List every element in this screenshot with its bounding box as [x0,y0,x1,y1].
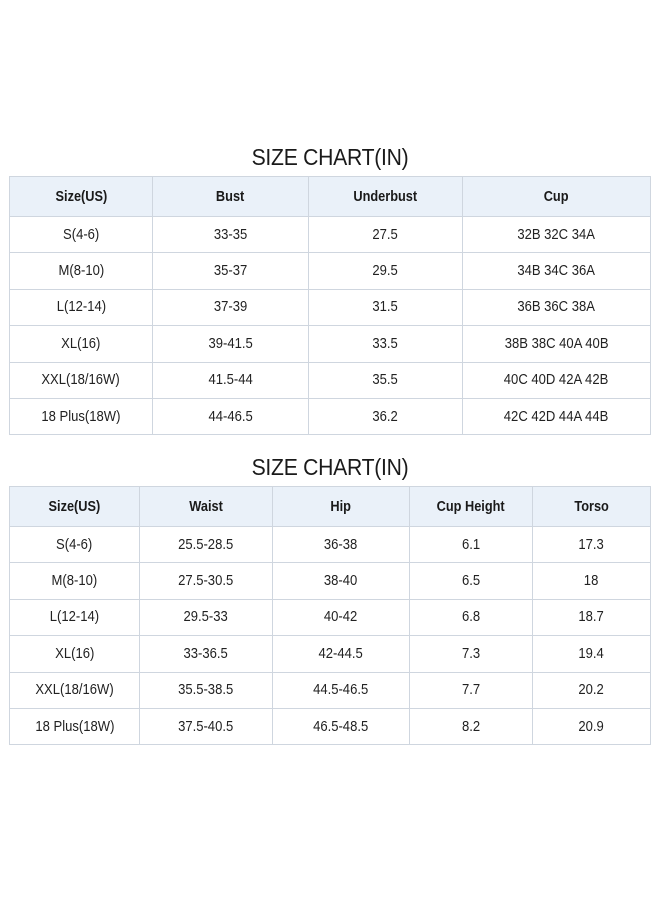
table-cell-value: 42-44.5 [318,645,364,662]
table-cell-value: 40C 40D 42A 42B [504,372,609,389]
table-cell [410,636,533,672]
table-cell-value: L(12-14) [49,609,100,626]
table-cell-value: L(12-14) [56,299,106,316]
column-header-label: Size(US) [48,498,101,515]
table-cell [153,253,309,289]
table-cell [140,708,273,744]
table-cell [10,599,140,635]
column-header-label: Waist [189,498,223,515]
table-cell-value: 38-40 [324,573,358,590]
table-cell-value: 20.9 [578,718,605,735]
table-cell-value: 36.2 [372,408,399,425]
column-header [533,487,651,527]
table-cell-value: M(8-10) [58,263,104,280]
table-cell-value: 31.5 [372,299,399,316]
column-header [153,177,309,217]
table-cell-value: 29.5 [372,263,399,280]
table-cell [410,563,533,599]
column-header [10,487,140,527]
column-header-label: Size(US) [55,188,107,205]
column-header-label: Cup Height [436,498,506,515]
table-cell [10,563,140,599]
table-cell [10,289,153,325]
size-chart-table-bust [9,176,651,435]
table-cell [273,527,410,563]
table-cell-value: 8.2 [461,718,481,735]
table-cell-value: 37-39 [213,299,248,316]
table-cell [10,636,140,672]
table-cell-value: 6.5 [461,573,481,590]
table-cell [533,563,651,599]
table-cell-value: 33.5 [372,335,399,352]
table-cell-value: 7.3 [461,645,481,662]
table-row [10,636,651,672]
table-cell [10,708,140,744]
table-cell [463,289,651,325]
table-cell [463,398,651,434]
table-cell-value: 6.8 [461,609,481,626]
table-row [10,672,651,708]
table-row [10,398,651,434]
table-cell-value: XXL(18/16W) [41,372,121,389]
table-cell-value: 46.5-48.5 [313,718,369,735]
table-cell-value: 35.5 [372,372,399,389]
table-cell [410,599,533,635]
table-cell [463,362,651,398]
table-cell [309,326,463,362]
table-cell [273,708,410,744]
table-cell [140,527,273,563]
table-cell [309,217,463,253]
table-cell [140,563,273,599]
table-cell-value: 19.4 [578,645,605,662]
table-cell [463,326,651,362]
table-cell-value: 33-36.5 [183,645,229,662]
table-cell [140,636,273,672]
table-cell-value: 38B 38C 40A 40B [504,335,609,352]
table-cell [533,708,651,744]
table-cell-value: S(4-6) [56,536,93,553]
column-header-label: Bust [216,188,245,205]
table-cell [140,599,273,635]
table-cell-value: 29.5-33 [183,609,229,626]
column-header [10,177,153,217]
table-row [10,362,651,398]
table-cell-value: 18 Plus(18W) [41,408,121,425]
table-cell-value: S(4-6) [62,226,100,243]
table-cell [153,326,309,362]
table-cell-value: 39-41.5 [208,335,253,352]
column-header [273,487,410,527]
table-cell-value: 6.1 [461,536,481,553]
table-cell-value: M(8-10) [51,573,98,590]
table-cell [463,217,651,253]
table-cell-value: 7.7 [461,682,481,699]
table-cell-value: 33-35 [213,226,248,243]
table-cell [410,672,533,708]
table-cell-value: XL(16) [54,645,95,662]
table-cell [533,636,651,672]
table-cell-value: 17.3 [578,536,605,553]
table-cell [533,527,651,563]
table-cell-value: 34B 34C 36A [517,263,596,280]
table-header-row [10,177,651,217]
table-cell-value: 44-46.5 [208,408,253,425]
column-header [463,177,651,217]
table-cell [10,217,153,253]
table-cell-value: 32B 32C 34A [517,226,596,243]
table-cell [410,708,533,744]
table-cell [153,289,309,325]
table-cell [153,217,309,253]
table-cell [10,527,140,563]
table-cell [309,362,463,398]
table-cell [463,253,651,289]
table-cell [309,398,463,434]
table-cell-value: 20.2 [578,682,605,699]
table-header-row [10,487,651,527]
table-row [10,708,651,744]
table-row [10,527,651,563]
column-header-label: Underbust [353,188,418,205]
table-cell-value: 35-37 [213,263,248,280]
size-chart-table-waist [9,486,651,745]
column-header [140,487,273,527]
table-cell-value: 18 [584,573,599,590]
table-cell-value: 36B 36C 38A [517,299,596,316]
table-cell-value: 42C 42D 44A 44B [504,408,609,425]
table-cell [10,362,153,398]
table-cell [10,398,153,434]
table-cell [533,599,651,635]
size-chart-title-top: SIZE CHART(IN) [251,144,409,170]
table-row [10,253,651,289]
table-cell [533,672,651,708]
column-header-label: Cup [544,188,569,205]
table-row [10,217,651,253]
column-header [410,487,533,527]
table-cell [273,636,410,672]
column-header-label: Torso [574,498,609,515]
table-cell [273,672,410,708]
table-cell-value: 40-42 [324,609,358,626]
table-cell-value: 37.5-40.5 [178,718,234,735]
table-cell-value: 44.5-46.5 [313,682,369,699]
table-cell [10,672,140,708]
table-cell-value: 35.5-38.5 [178,682,234,699]
table-cell-value: 41.5-44 [208,372,253,389]
table-cell-value: 36-38 [324,536,358,553]
table-cell [10,326,153,362]
column-header [309,177,463,217]
table-cell [153,398,309,434]
table-cell [410,527,533,563]
table-cell-value: 27.5-30.5 [178,573,234,590]
table-cell-value: XXL(18/16W) [35,682,114,699]
table-cell-value: 18.7 [578,609,605,626]
column-header-label: Hip [330,498,352,515]
size-chart-title-bottom: SIZE CHART(IN) [251,454,409,480]
table-cell [153,362,309,398]
table-cell [273,563,410,599]
table-cell [10,253,153,289]
table-cell-value: 25.5-28.5 [178,536,234,553]
table-cell-value: 18 Plus(18W) [34,718,115,735]
table-row [10,563,651,599]
table-cell [273,599,410,635]
table-row [10,599,651,635]
table-cell-value: 27.5 [372,226,399,243]
table-row [10,326,651,362]
table-cell [309,253,463,289]
table-row [10,289,651,325]
table-cell [309,289,463,325]
table-cell [140,672,273,708]
table-cell-value: XL(16) [61,335,101,352]
